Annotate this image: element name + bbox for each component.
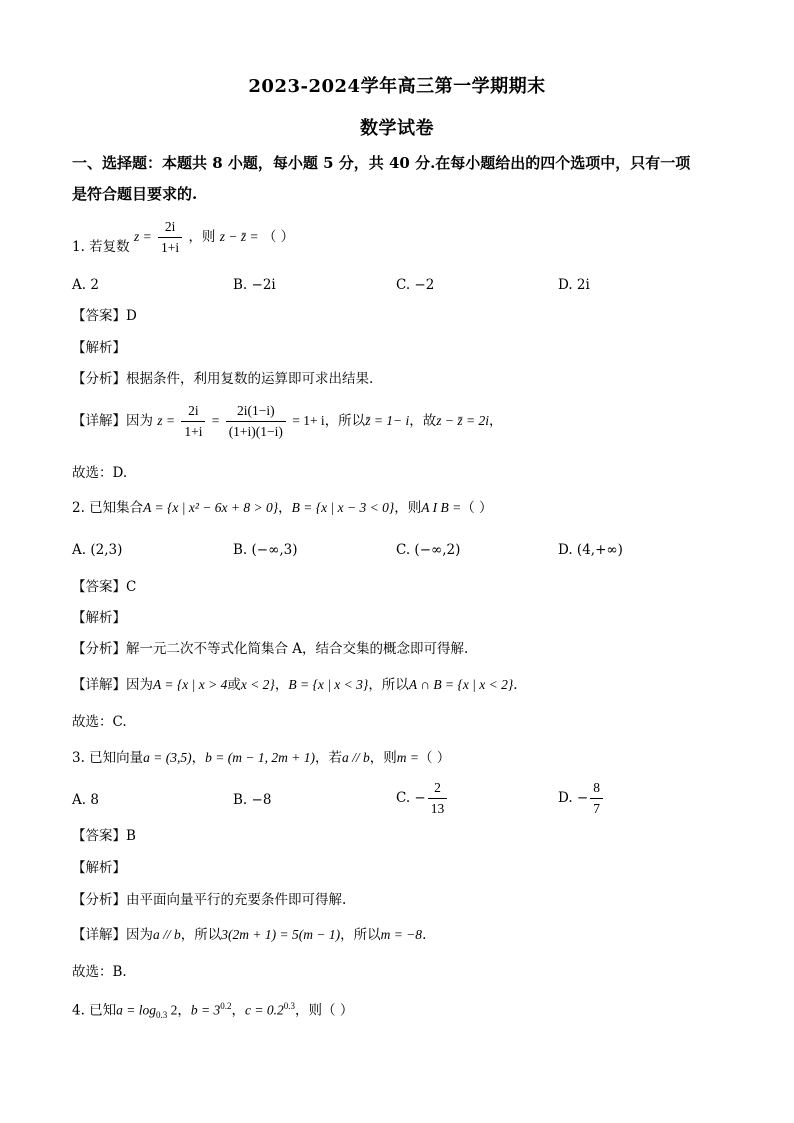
q1-option-d: D. 2i: [558, 277, 590, 293]
q3-detail: 【详解】因为a // b，所以3(2m + 1) = 5(m − 1)，所以m = −8.: [72, 927, 427, 943]
q2-option-a: A. (2,3): [72, 542, 123, 558]
question-4: 4. 已知$a = \log_{0.3} 2$，$b = 3^{0.2}$，$c = 0.2^{0.3}$，则（ ）: [72, 1001, 354, 1021]
q1-z-eq: z =: [133, 229, 152, 244]
q3-option-b: B. −8: [233, 792, 272, 808]
section-heading-line2: 是符合题目要求的.: [72, 185, 198, 203]
section-heading-line1: 一、选择题：本题共 8 小题，每小题 5 分，共 40 分.在每小题给出的四个选项中，只有一项: [72, 154, 691, 172]
q3-option-c: C. − $\frac{2}{13}$: [396, 779, 449, 818]
q1-paren: （ ）: [262, 229, 295, 245]
question-2: 2. 已知集合A = {x | x² − 6x + 8 > 0}，B = {x | x − 3 < 0}，则A I B =（ ）: [72, 500, 493, 516]
question-1: [72, 218, 294, 257]
q3-fenxi: 【分析】由平面向量平行的充要条件即可得解.: [72, 892, 347, 908]
q3-answer: 【答案】B: [72, 828, 136, 844]
q1-prefix: 1. 若复数: [72, 239, 130, 255]
q3-choice: 故选：B.: [72, 964, 127, 980]
q3-option-a: A. 8: [72, 792, 99, 808]
question-3: 3. 已知向量a = (3,5)，b = (m − 1, 2m + 1)，若a // b，则m =（ ）: [72, 750, 451, 766]
q3-analysis-label: 【解析】: [72, 860, 126, 876]
document-subtitle: 数学试卷: [360, 118, 434, 139]
q2-fenxi: 【分析】解一元二次不等式化简集合 A，结合交集的概念即可得解.: [72, 641, 469, 657]
q1-detail: 【详解】因为 z = $\frac{2i}{1+i}$ = $\frac{2i(1-i)}{(1+i)(1-i)}$ = 1+ i，所以z̄ = 1− i，故z − z̄ = 2i，: [72, 403, 503, 439]
q1-option-a: A. 2: [72, 277, 99, 293]
q2-option-d: D. (4,+∞): [558, 542, 623, 558]
q1-option-b: B. −2i: [233, 277, 276, 293]
q1-fenxi: 【分析】根据条件，利用复数的运算即可求出结果.: [72, 371, 374, 387]
q2-detail: 【详解】因为A = {x | x > 4或x < 2}，B = {x | x < 3}，所以A ∩ B = {x | x < 2}.: [72, 677, 518, 693]
document-title: 2023-2024学年高三第一学期期末: [248, 76, 546, 97]
q1-option-c: C. −2: [396, 277, 435, 293]
q1-answer: 【答案】D: [72, 308, 137, 324]
q1-fraction: $\frac{2i}{1+i}$: [158, 218, 182, 257]
q2-answer: 【答案】C: [72, 579, 137, 595]
q1-expression: z − z̄ =: [219, 229, 259, 244]
q3-option-d: D. − $\frac{8}{7}$: [558, 779, 605, 818]
q2-set-a: A = {x | x² − 6x + 8 > 0}: [143, 500, 279, 515]
q2-set-b: B = {x | x − 3 < 0}: [291, 500, 395, 515]
q1-mid: ，则: [188, 229, 216, 245]
q2-analysis-label: 【解析】: [72, 610, 126, 626]
q2-option-c: C. (−∞,2): [396, 542, 461, 558]
q2-choice: 故选：C.: [72, 714, 127, 730]
q2-option-b: B. (−∞,3): [233, 542, 298, 558]
q1-analysis-label: 【解析】: [72, 340, 126, 356]
q1-choice: 故选：D.: [72, 465, 128, 481]
